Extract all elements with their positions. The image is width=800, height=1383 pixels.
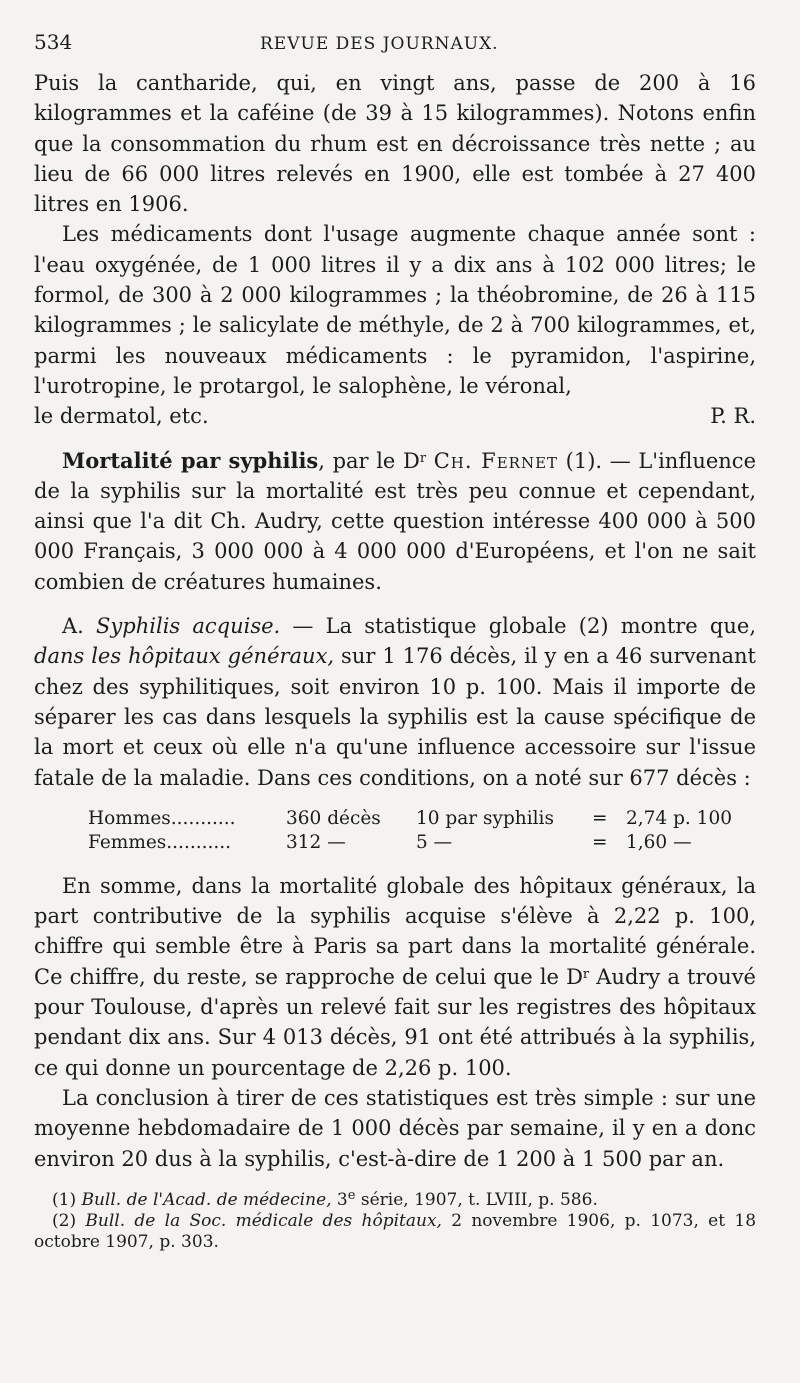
stat-label: Femmes...........: [88, 831, 231, 853]
section-a-dash: — La statistique globale (2) montre que,: [280, 614, 756, 639]
running-title: REVUE DES JOURNAUX.: [260, 34, 499, 54]
stat-equals: =: [592, 807, 608, 829]
paragraph-medicaments-end: [34, 401, 756, 431]
stat-equals: =: [592, 831, 608, 853]
stat-label: Hommes...........: [88, 807, 236, 829]
stat-syphilis: 5 —: [416, 831, 453, 853]
section-a-text: sur 1 176 décès, il y en a 46 survenant chez des syphilitiques, soit environ 10 p. 100. Mais il importe de séparer les cas dans lesquels la syphilis est la cause spécifique de la mort et ceux où elle n'a qu'une influence accessoire sur l'issue fatale de la maladie. Dans ces conditions, on a noté sur 677 décès :: [34, 644, 756, 790]
footnote-2: [34, 1211, 756, 1253]
footnote-2-number: (2): [52, 1210, 86, 1231]
paragraph-conclusion: La conclusion à tirer de ces statistiques est très simple : sur une moyenne hebdomadaire de 1 000 décès par semaine, il y en a donc environ 20 dus à la syphilis, c'est-à-dire de 1 200 à 1 500 par an.: [34, 1085, 756, 1171]
paragraph-medicaments-last-line: le dermatol, etc.: [34, 404, 209, 429]
stat-syphilis: 10 par syphilis: [416, 807, 554, 829]
paragraph-en-somme: [34, 871, 756, 1083]
section-a-title: Syphilis acquise.: [96, 614, 281, 639]
article-title: Mortalité par syphilis: [62, 447, 319, 473]
article-intro: [34, 446, 756, 597]
stat-percent: 1,60 —: [626, 831, 692, 853]
footnotes: [34, 1187, 757, 1253]
footnote-2-title: Bull. de la Soc. médicale des hôpitaux,: [85, 1210, 442, 1231]
stat-deaths: 312 —: [286, 831, 346, 853]
byline-doctor-sup: r: [419, 450, 427, 466]
page-header: [34, 30, 756, 62]
byline-pre: , par le D: [318, 448, 420, 473]
footnote-1-text-b: série, 1907, t. LVIII, p. 586.: [355, 1189, 598, 1210]
footnote-1-title: Bull. de l'Acad. de médecine,: [81, 1189, 332, 1210]
body-text: [34, 68, 756, 1174]
page-number: 534: [34, 30, 73, 54]
article-author: Ch. Fernet: [433, 448, 559, 473]
section-a-paragraph: [34, 611, 756, 793]
section-a-italic: dans les hôpitaux généraux,: [34, 644, 335, 669]
en-somme-text-a: En somme, dans la mortalité globale des hôpitaux généraux, la part contributive de la syphilis acquise s'élève à 2,22 p. 100, chiffre qui semble être à Paris sa part dans la mortalité générale. Ce chiffre, du reste, se rapproche de celui que le D: [34, 873, 756, 989]
footnote-1-number: (1): [52, 1189, 82, 1210]
footnote-1: [34, 1187, 756, 1211]
en-somme-doctor-sup: r: [582, 966, 590, 982]
footnote-1-sup: e: [347, 1187, 356, 1203]
stat-row-femmes: [88, 831, 756, 855]
footnote-1-text-a: 3: [331, 1189, 348, 1210]
footnote-2-text: 2 novembre 1906, p. 1073, et 18 octobre 1907, p. 303.: [34, 1210, 757, 1252]
stat-row-hommes: [88, 807, 756, 831]
stat-percent: 2,74 p. 100: [626, 807, 732, 829]
paragraph-medicaments: Les médicaments dont l'usage augmente chaque année sont : l'eau oxygénée, de 1 000 litres il y a dix ans à 102 000 litres; le formol, de 300 à 2 000 kilogrammes ; la théobromine, de 26 à 115 kilogrammes ; le salicylate de méthyle, de 2 à 700 kilogrammes, et, parmi les nouveaux médicaments : le pyramidon, l'aspirine, l'urotropine, le protargol, le salophène, le véronal,: [34, 222, 756, 398]
signoff-initials: P. R.: [710, 404, 756, 429]
section-a-label: A.: [62, 614, 97, 639]
paragraph-cantharide: Puis la cantharide, qui, en vingt ans, passe de 200 à 16 kilogrammes et la caféine (de 39 à 15 kilogrammes). Notons enfin que la consommation du rhum est en décroissance très nette ; au lieu de 66 000 litres relevés en 1900, elle est tombée à 27 400 litres en 1906.: [34, 71, 756, 217]
mortality-stat-table: [88, 807, 756, 855]
en-somme-text-b: Audry a trouvé pour Toulouse, d'après un relevé fait sur les registres des hôpitaux pendant dix ans. Sur 4 013 décès, 91 ont été attribués à la syphilis, ce qui donne un pourcentage de 2,26 p. 100.: [34, 964, 756, 1080]
stat-deaths: 360 décès: [286, 807, 381, 829]
article-intro-text: (1). — L'influence de la syphilis sur la mortalité est très peu connue et cependant, ainsi que l'a dit Ch. Audry, cette question intéresse 400 000 à 500 000 Français, 3 000 000 à 4 000 000 d'Européens, et l'on ne sait combien de créatures humaines.: [34, 448, 756, 594]
